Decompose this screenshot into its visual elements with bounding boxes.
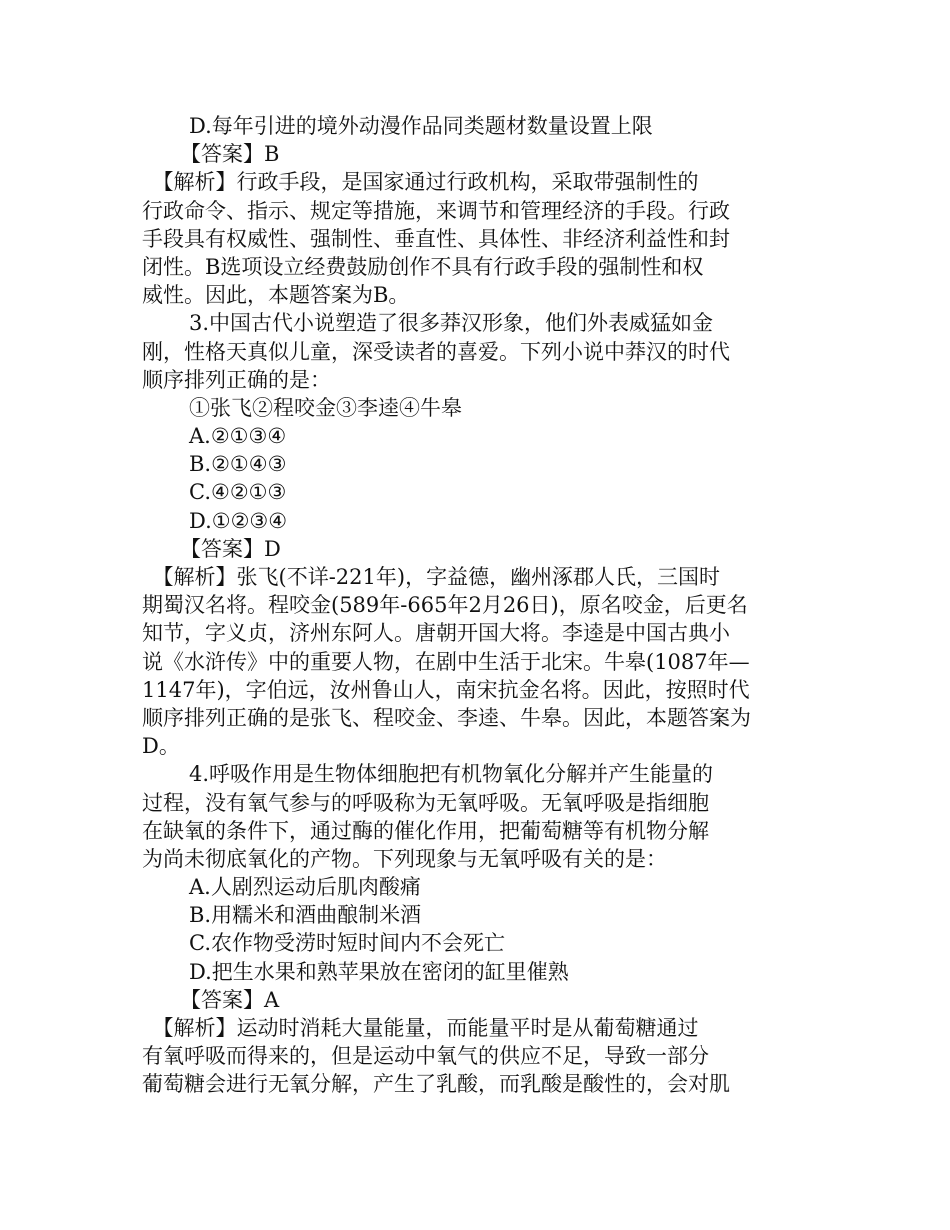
text-line: 在缺氧的条件下，通过酶的催化作用，把葡萄糖等有机物分解 [142,818,709,843]
text-line: 【答案】A [180,987,280,1012]
text-line: 顺序排列正确的是： [142,367,331,392]
text-line: 刚，性格天真似儿童，深受读者的喜爱。下列小说中莽汉的时代 [142,339,730,364]
text-line: 4.呼吸作用是生物体细胞把有机物氧化分解并产生能量的 [189,762,714,787]
text-line: 手段具有权威性、强制性、垂直性、具体性、非经济利益性和封 [142,226,730,251]
text-line: A.②①③④ [189,424,287,449]
text-line: 【解析】张飞(不详-221年)，字益德，幽州涿郡人氏，三国时 [142,565,721,589]
text-line: D.①②③④ [189,508,288,533]
text-line: 有氧呼吸而得来的，但是运动中氧气的供应不足，导致一部分 [142,1044,709,1069]
text-line: ①张飞②程咬金③李逵④牛皋 [189,395,462,420]
text-line: 知节，字义贞，济州东阿人。唐朝开国大将。李逵是中国古典小 [142,621,730,646]
text-line: C.农作物受涝时短时间内不会死亡 [189,931,505,956]
text-line: 闭性。B选项设立经费鼓励创作不具有行政手段的强制性和权 [142,254,704,279]
text-line: 3.中国古代小说塑造了很多莽汉形象，他们外表威猛如金 [189,311,714,336]
document-page [142,112,812,1099]
text-line: 【解析】行政手段，是国家通过行政机构，采取带强制性的 [142,170,699,195]
text-line: 说《水浒传》中的重要人物，在剧中生活于北宋。牛皋(1087年— [142,649,750,674]
text-line: D.把生水果和熟苹果放在密闭的缸里催熟 [189,959,569,984]
text-line: D。 [142,734,180,759]
text-line: B.②①④③ [189,452,287,477]
text-line: 葡萄糖会进行无氧分解，产生了乳酸，而乳酸是酸性的，会对肌 [142,1072,730,1097]
text-line: 行政命令、指示、规定等措施，来调节和管理经济的手段。行政 [142,198,730,223]
text-line: 顺序排列正确的是张飞、程咬金、李逵、牛皋。因此，本题答案为 [142,705,751,730]
text-line: 期蜀汉名将。程咬金(589年-665年2月26日)，原名咬金，后更名 [142,593,748,618]
text-line: B.用糯米和酒曲酿制米酒 [189,903,422,928]
text-line: 威性。因此，本题答案为B。 [142,283,410,308]
text-line: 1147年)，字伯远，汝州鲁山人，南宋抗金名将。因此，按照时代 [142,677,750,702]
text-line: 为尚未彻底氧化的产物。下列现象与无氧呼吸有关的是： [142,846,667,871]
text-line: D.每年引进的境外动漫作品同类题材数量设置上限 [189,114,653,138]
text-line: 过程，没有氧气参与的呼吸称为无氧呼吸。无氧呼吸是指细胞 [142,790,709,815]
text-line: C.④②①③ [189,480,287,505]
text-line: 【答案】B [180,142,280,167]
text-line: 【解析】运动时消耗大量能量，而能量平时是从葡萄糖通过 [142,1016,699,1040]
text-line: 【答案】D [180,536,281,561]
text-line: A.人剧烈运动后肌肉酸痛 [189,875,421,900]
